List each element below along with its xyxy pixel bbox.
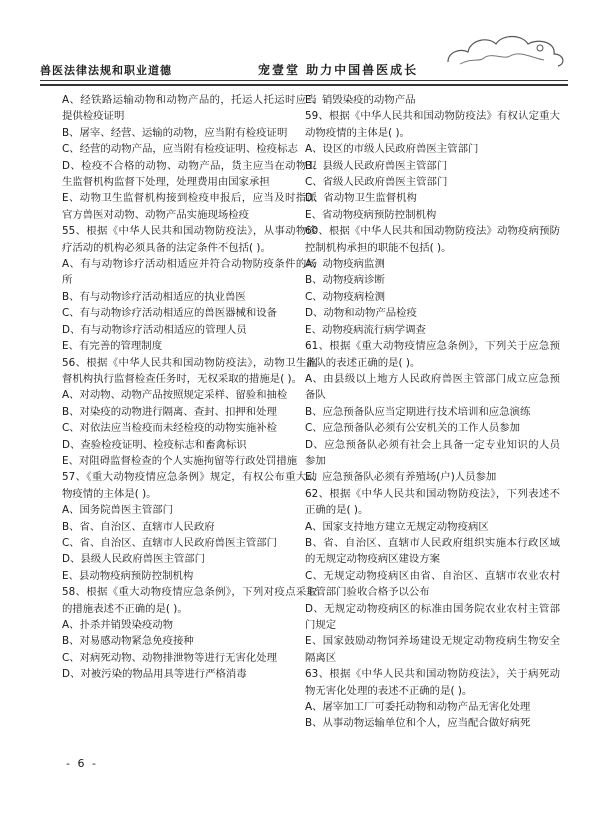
header-rule-thick bbox=[40, 84, 568, 86]
question-line: D、应急预备队必须有社会上具备一定专业知识的人员参加 bbox=[305, 438, 560, 467]
question-line: 59、根据《中华人民共和国动物防疫法》有权认定重大动物疫情的主体是( )。 bbox=[305, 110, 560, 139]
question-line: C、对病死动物、动物排泄物等进行无害化处理 bbox=[62, 651, 278, 664]
question-line: 57、《重大动物疫情应急条例》规定，有权公布重大动物疫情的主体是( )。 bbox=[62, 471, 317, 500]
question-line: 62、根据《中华人民共和国动物防疫法》，下列表述不正确的是( )。 bbox=[305, 487, 560, 517]
question-line: 63、根据《中华人民共和国动物防疫法》，关于病死动物无害化处理的表述不正确的是( )。 bbox=[305, 668, 560, 697]
question-line: D、无规定动物疫病区的标准由国务院农业农村主管部门规定 bbox=[305, 602, 560, 631]
question-line: C、经营的动物产品，应当附有检疫证明、检疫标志 bbox=[62, 143, 298, 156]
header-left-title: 兽医法律法规和职业道德 bbox=[40, 64, 172, 77]
page-header bbox=[40, 28, 568, 88]
question-line: C、动物疫病检测 bbox=[305, 290, 385, 303]
question-line: 56、根据《中华人民共和国动物防疫法》，动物卫生监督机构执行监督检查任务时，无权采取的措施是( )。 bbox=[62, 356, 317, 385]
question-line: E、对阻碍监督检查的个人实施拘留等行政处罚措施 bbox=[62, 454, 298, 467]
question-line: C、无规定动物疫病区由省、自治区、直辖市农业农村主管部门验收合格予以公布 bbox=[305, 569, 560, 599]
header-right-title: 宠壹堂 助力中国兽医成长 bbox=[258, 63, 419, 77]
question-line: A、对动物、动物产品按照规定采样、留验和抽检 bbox=[62, 389, 288, 402]
question-line: B、对易感动物紧急免疫接种 bbox=[62, 635, 194, 648]
cloud-logo-icon bbox=[440, 28, 570, 70]
question-line: A、国务院兽医主管部门 bbox=[62, 504, 174, 517]
question-line: D、省动物卫生监督机构 bbox=[305, 192, 417, 205]
question-line: A、动物疫病监测 bbox=[305, 258, 385, 271]
question-line: B、县级人民政府兽医主管部门 bbox=[305, 159, 448, 172]
question-line: A、经铁路运输动物和动物产品的，托运人托运时应当提供检疫证明 bbox=[62, 94, 317, 123]
question-line: D、查验检疫证明、检疫标志和畜禽标识 bbox=[62, 438, 247, 451]
question-line: 58、根据《重大动物疫情应急条例》，下列对疫点采取的措施表述不正确的是( )。 bbox=[62, 586, 317, 615]
question-line: C、应急预备队必须有公安机关的工作人员参加 bbox=[305, 422, 521, 435]
question-line: 60、根据《中华人民共和国动物防疫法》动物疫病预防控制机构承担的职能不包括( )。 bbox=[305, 225, 560, 254]
question-line: B、省、自治区、直辖市人民政府组织实施本行政区域的无规定动物疫病区建设方案 bbox=[305, 536, 560, 566]
page-number: - 6 - bbox=[66, 757, 98, 770]
question-line: B、有与动物诊疗活动相适应的执业兽医 bbox=[62, 290, 246, 303]
left-column bbox=[62, 92, 317, 683]
question-line: B、从事动物运输单位和个人，应当配合做好病死 bbox=[305, 717, 531, 730]
question-line: D、动物和动物产品检疫 bbox=[305, 307, 417, 320]
question-line: D、对被污染的物品用具等进行严格消毒 bbox=[62, 668, 247, 681]
question-line: A、设区的市级人民政府兽医主管部门 bbox=[305, 143, 479, 156]
question-line: 61、根据《重大动物疫情应急条例》，下列关于应急预备队的表述正确的是( )。 bbox=[305, 340, 560, 369]
question-line: E、应急预备队必须有养殖场(户)人员参加 bbox=[305, 471, 497, 484]
question-line: A、有与动物诊疗活动相适应并符合动物防疫条件的场所 bbox=[62, 258, 317, 287]
question-line: E、销毁染疫的动物产品 bbox=[305, 94, 416, 106]
header-rule-thin bbox=[40, 80, 568, 81]
question-line: E、县动物疫病预防控制机构 bbox=[62, 569, 194, 582]
question-line: E、国家鼓励动物饲养场建设无规定动物疫病生物安全隔离区 bbox=[305, 635, 560, 664]
question-line: B、屠宰、经营、运输的动物，应当附有检疫证明 bbox=[62, 126, 288, 139]
question-line: B、省、自治区、直辖市人民政府 bbox=[62, 520, 215, 533]
question-line: D、有与动物诊疗活动相适应的管理人员 bbox=[62, 323, 247, 336]
question-line: A、扑杀并销毁染疫动物 bbox=[62, 619, 174, 631]
question-line: A、屠宰加工厂可委托动物和动物产品无害化处理 bbox=[305, 701, 531, 714]
question-line: A、由县级以上地方人民政府兽医主管部门成立应急预备队 bbox=[305, 372, 560, 402]
question-line: C、省级人民政府兽医主管部门 bbox=[305, 176, 448, 189]
right-column bbox=[305, 92, 560, 732]
question-line: A、国家支持地方建立无规定动物疫病区 bbox=[305, 520, 489, 533]
question-line: E、省动物疫病预防控制机构 bbox=[305, 208, 437, 221]
question-line: B、对染疫的动物进行隔离、查封、扣押和处理 bbox=[62, 405, 277, 418]
question-line: E、有完善的管理制度 bbox=[62, 340, 163, 353]
question-line: E、动物疫病流行病学调查 bbox=[305, 323, 426, 336]
question-line: 55、根据《中华人民共和国动物防疫法》，从事动物诊疗活动的机构必须具备的法定条件不包括( )。 bbox=[62, 225, 317, 254]
question-line: D、县级人民政府兽医主管部门 bbox=[62, 553, 206, 566]
question-line: D、检疫不合格的动物、动物产品，货主应当在动物卫生监督机构监督下处理，处理费用由国家承担 bbox=[62, 159, 317, 189]
question-line: C、省、自治区、直辖市人民政府兽医主管部门 bbox=[62, 536, 278, 549]
question-line: B、动物疫病诊断 bbox=[305, 274, 385, 287]
question-line: B、应急预备队应当定期进行技术培训和应急演练 bbox=[305, 405, 531, 418]
question-line: C、有与动物诊疗活动相适应的兽医器械和设备 bbox=[62, 307, 278, 320]
question-line: C、对依法应当检疫而未经检疫的动物实施补检 bbox=[62, 422, 278, 435]
question-line: E、动物卫生监督机构接到检疫申报后，应当及时指派官方兽医对动物、动物产品实施现场检疫 bbox=[62, 192, 317, 221]
